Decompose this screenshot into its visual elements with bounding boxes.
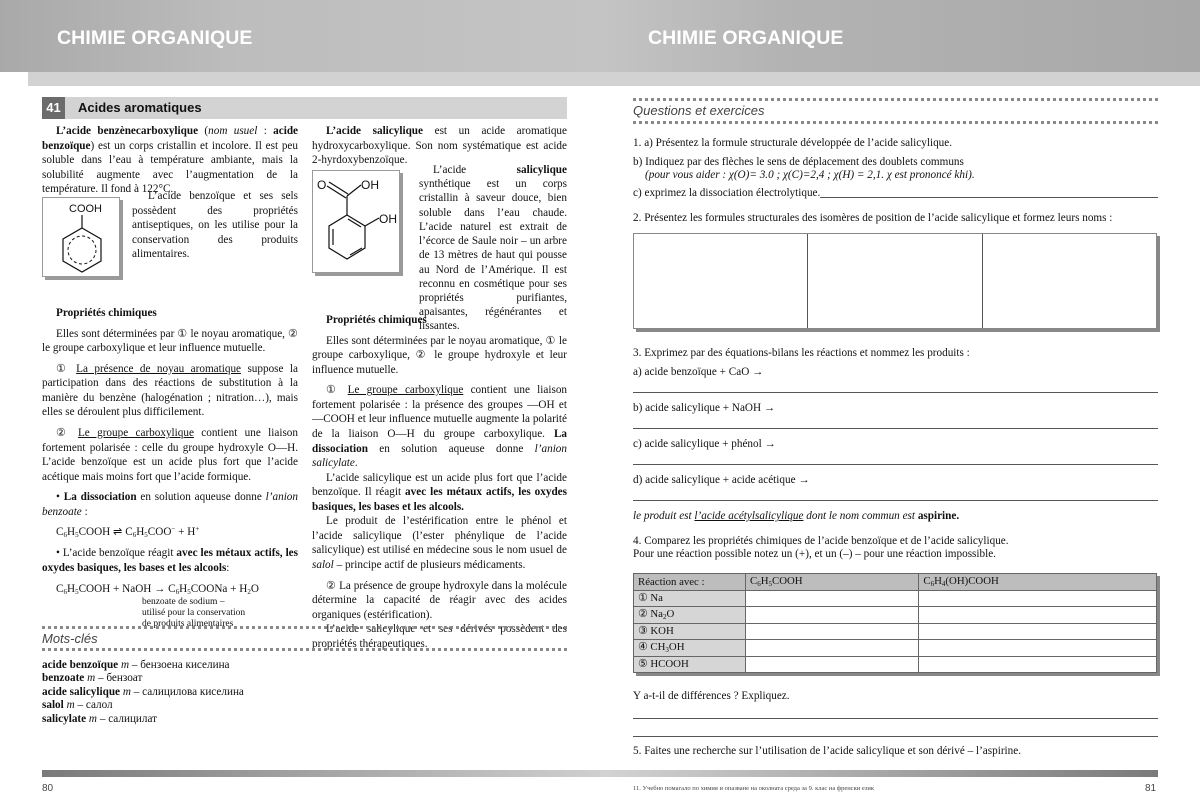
chapter-title-right: CHIMIE ORGANIQUE [648, 27, 844, 49]
answer-line-1c[interactable] [820, 197, 1158, 198]
salicylic-acid-column: L’acide salicylique est un acide aromatique hydroxycarboxylique. Son nom systématique est acide 2-hyrdoxybenzoïque. [312, 125, 567, 167]
benzoic-properties: Propriétés chimiques Elles sont déterminées par ① le noyau aromatique, ② le groupe carboxylique et leur influence mutuelle. ① La présence de noyau aromatique suppose la participation dans des réactions de substitution à la manière du benzène (halogénation ; nitration…), mais elles se déroulent plus difficilement. ② Le groupe carboxylique contient une liaison fortement polarisée : celle du groupe hydroxyle O—H. L’acide benzoïque est un acide plus fort que l’acide acétique mais moins fort que l’acide formique. • La dissociation en solution aqueuse donne l’anion benzoate : $C_6H_5COOH$ ⇌ $C_6H_5COO^- + H^+$ • L’acide benzoïque réagit avec les métaux actifs, les oxydes basiques, les bases et les alcools: $C_6H_5COOH$ + NaOH → $C_6H_5COONa + H_2O$ benzoate de sodium – utilisé pour la conservation de produits alimentaires [42, 307, 299, 630]
table-header: Réaction avec : [634, 574, 746, 591]
answer-line-4c-2[interactable] [633, 736, 1158, 737]
salicylic-acid-structure [312, 170, 400, 273]
page-number-right: 81 [1145, 783, 1157, 794]
answer-line-3b[interactable] [633, 428, 1158, 429]
footer-bar-right [600, 770, 1158, 777]
answer-line-3c[interactable] [633, 464, 1158, 465]
salicylic-molecule-icon [313, 171, 401, 274]
keywords-title: Mots-clés [42, 631, 98, 646]
aspirin-note: le produit est l’acide acétylsalicylique dont le nom commun est aspirine. [633, 510, 960, 522]
header-strip-right [600, 72, 1200, 86]
keywords-list [42, 659, 244, 726]
question-1c: c) exprimez la dissociation électrolytique. [633, 187, 821, 199]
table-row: ⑤ HCOOH [634, 656, 1157, 673]
table-row: ① Na [634, 590, 1157, 607]
question-3d: d) acide salicylique + acide acétique → [633, 474, 810, 486]
question-2: 2. Présentez les formules structurales des isomères de position de l’acide salicylique et formez leurs noms : [633, 212, 1113, 224]
benzoic-acid-structure [42, 197, 120, 277]
question-1b-hint: (pour vous aider : χ(O)= 3.0 ; χ(C)=2,4 ; χ(H) = 2,1. χ est prononcé khi). [645, 169, 975, 181]
table-header: $C_6H_5COOH$ [746, 574, 919, 591]
question-5: 5. Faites une recherche sur l’utilisation de l’acide salicylique et son dérivé – l’aspirine. [633, 745, 1022, 757]
equation-dissociation: $C_6H_5COOH$ ⇌ $C_6H_5COO^- + H^+$ [56, 525, 200, 540]
keyword-item: acide benzoïque m – бензоена киселина [42, 659, 230, 671]
chapter-title-left: CHIMIE ORGANIQUE [57, 27, 253, 49]
benzene-ring-icon [43, 198, 121, 278]
keyword-item: salicylate m – салицилат [42, 712, 158, 725]
reactions-table [633, 573, 1157, 673]
question-4c: Y a-t-il de différences ? Expliquez. [633, 690, 790, 702]
header-strip-left [28, 72, 600, 86]
equation-naoh: $C_6H_5COOH$ + NaOH → $C_6H_5COONa + H_2O$ [56, 582, 259, 596]
answer-cell[interactable] [746, 640, 919, 657]
salicylic-properties: Propriétés chimiques Elles sont déterminées par le noyau aromatique, ① le groupe carboxylique, ② le groupe hydroxyle et leur influence mutuelle. ① Le groupe carboxylique contient une liaison fortement polarisée : la présence des groupes —OH et —COOH et leur influence mutuelle augmente la polarité de la liaison O—H du groupe carboxylique. La dissociation en solution aqueuse donne l’anion salicylate. L’acide salicylique est un acide plus fort que l’acide benzoïque. Il réagit avec les métaux actifs, les oxydes basiques, les bases et les alcools. Le produit de l’estérification entre le phénol et l’acide salicylique (l’ester phénylique de l’acide salicylique) est utilisé en médecine sous le nom usuel de salol – principe actif de plusieurs médicaments. ② La présence de groupe hydroxyle dans la molécule détermine la capacité de réagir avec des acides organiques (estérification). L’acide salicylique et ses dérivés possèdent des propriétés thérapeutiques. [312, 314, 568, 650]
isomer-cell[interactable] [983, 234, 1156, 328]
keyword-item: benzoate m – бензоат [42, 672, 143, 685]
answer-cell[interactable] [919, 623, 1157, 640]
table-row: ④ $CH_3OH$ [634, 640, 1157, 657]
table-header-row [634, 574, 1157, 591]
question-1b: b) Indiquez par des flèches le sens de déplacement des doublets communs [633, 156, 964, 168]
properties-heading: Propriétés chimiques [326, 314, 427, 326]
question-3b: b) acide salicylique + NaOH → [633, 402, 776, 414]
question-4: 4. Comparez les propriétés chimiques de l’acide benzoïque et de l’acide salicylique. [633, 535, 1009, 547]
answer-cell[interactable] [919, 656, 1157, 673]
keyword-item: acide salicylique m – салицилова киселина [42, 685, 244, 698]
equation-note: benzoate de sodium – utilisé pour la conservation de produits alimentaires [142, 596, 246, 630]
answer-cell[interactable] [919, 590, 1157, 607]
table-row: ③ KOH [634, 623, 1157, 640]
exercises-title: Questions et exercices [633, 103, 765, 118]
answer-cell[interactable] [746, 656, 919, 673]
svg-text:O: O [317, 178, 327, 192]
answer-cell[interactable] [746, 623, 919, 640]
table-header: $C_6H_4(OH)COOH$ [919, 574, 1157, 591]
question-1a: 1. a) Présentez la formule structurale développée de l’acide salicylique. [633, 137, 953, 149]
footer-book-title: 11. Учебно помагало по химия и опазване на околната среда за 9. клас на френски език [633, 785, 874, 792]
answer-line-3d[interactable] [633, 500, 1158, 501]
divider-dots [633, 121, 1158, 124]
svg-text:OH: OH [379, 212, 397, 226]
question-4-instructions: Pour une réaction possible notez un (+), et un (–) – pour une réaction impossible. [633, 548, 996, 560]
answer-cell[interactable] [919, 640, 1157, 657]
answer-cell[interactable] [746, 590, 919, 607]
isomer-cell[interactable] [808, 234, 982, 328]
footer-bar-left [42, 770, 600, 777]
keyword-item: salol m – салол [42, 699, 113, 712]
section-title: Acides aromatiques [78, 100, 202, 115]
answer-cell[interactable] [746, 607, 919, 624]
benzoic-antiseptic: L’acide benzoïque et ses sels possèdent des propriétés antiseptiques, on les utilise pour la conservation des produits alimentaires. [132, 190, 298, 261]
question-3a: a) acide benzoïque + CaO → [633, 366, 764, 378]
isomers-answer-grid [633, 233, 1157, 329]
question-3c: c) acide salicylique + phénol → [633, 438, 776, 450]
svg-text:COOH: COOH [69, 203, 102, 215]
table-row: ② $Na_2O$ [634, 607, 1157, 624]
properties-heading: Propriétés chimiques [56, 307, 157, 319]
section-heading [42, 97, 567, 119]
answer-line-3a[interactable] [633, 392, 1158, 393]
divider-dots [42, 648, 567, 651]
salicylic-synthetic: L’acide salicylique synthétique est un corps cristallin à saveur douce, bien soluble dans l’eau chaude. L’acide naturel est extrait de l’écorce de Saule noir – un arbre de 13 mètres de haut qui pousse au Nord de l’Amérique. Il est reconnu en cosmétique pour ses propriétés purifiantes, apaisantes, régénérantes et lissantes. [419, 164, 567, 333]
svg-text:OH: OH [361, 178, 379, 192]
page-number-left: 80 [42, 783, 54, 794]
dissociation-text: • La dissociation en solution aqueuse donne l’anion benzoate : [42, 491, 298, 518]
section-number: 41 [42, 97, 65, 119]
divider-dots [42, 626, 567, 629]
answer-line-4c-1[interactable] [633, 718, 1158, 719]
benzoic-intro: L’acide benzènecarboxylique (nom usuel : acide benzoïque) est un corps cristallin et incolore. Il est peu soluble dans l’eau à température ambiante, mais la solubilité augmente avec l’augmentation de la température. Il fond à 122°C. [42, 125, 299, 196]
divider-dots [633, 98, 1158, 101]
question-3: 3. Exprimez par des équations-bilans les réactions et nommez les produits : [633, 347, 970, 359]
answer-cell[interactable] [919, 607, 1157, 624]
isomer-cell[interactable] [634, 234, 808, 328]
